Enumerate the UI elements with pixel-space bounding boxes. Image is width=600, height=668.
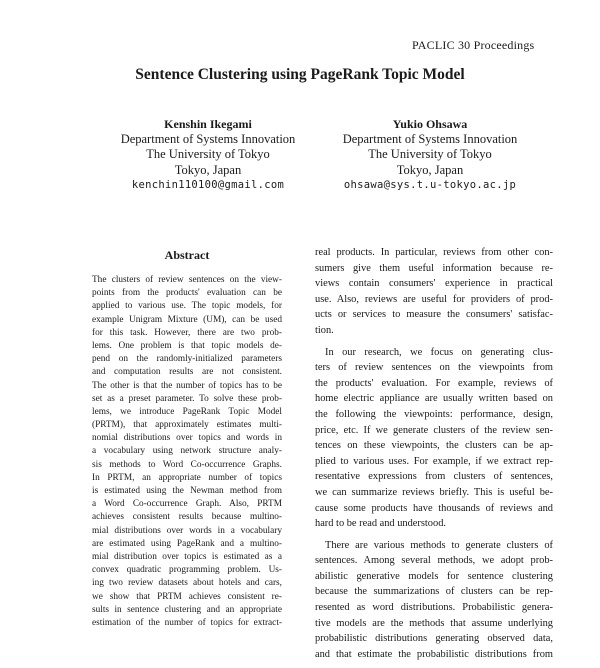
text-line: hard to be read and understood. [315, 518, 446, 530]
author-city: Tokyo, Japan [396, 162, 464, 177]
body-paragraph-2 [315, 345, 553, 532]
text-line: tences on these viewpoints, the clusters can be ap- [315, 440, 553, 452]
text-line: a Word Co-occurrence Graph. Also, PRTM [92, 499, 282, 510]
author-department: Department of Systems Innovation [342, 132, 518, 147]
text-line: we can summarize reviews briefly. This is useful be- [315, 486, 553, 498]
text-line: sults in sentence clustering and an appropriate [92, 604, 282, 615]
text-line: pend on the randomly-initialized parameters [92, 354, 282, 365]
author-block-1 [78, 117, 338, 193]
text-line: sentences. Among several methods, we adopt prob- [315, 555, 553, 567]
text-line: are estimated using PageRank and a multino- [92, 538, 282, 549]
text-line: The other is that the number of topics has to be [92, 380, 282, 391]
text-line: In our research, we focus on generating clus- [325, 346, 553, 358]
body-column [315, 245, 553, 668]
text-line: plied to various uses. For example, if we extract rep- [315, 455, 553, 467]
text-line: lems. One problem is that topic models de- [92, 340, 282, 351]
text-line: home electric appliance are usually written based on [315, 393, 553, 405]
author-name: Yukio Ohsawa [392, 117, 468, 131]
text-line: mial distribution over topics is estimated as a [92, 551, 282, 562]
author-university: The University of Tokyo [368, 147, 492, 162]
abstract-heading: Abstract [164, 248, 210, 262]
text-line: use. Also, reviews are useful for providers of prod- [315, 293, 553, 305]
text-line: abilistic generative models for sentence clustering [315, 570, 553, 582]
proceedings-header: PACLIC 30 Proceedings [412, 38, 535, 52]
author-university: The University of Tokyo [146, 147, 270, 162]
text-line: example Unigram Mixture (UM), can be used [92, 314, 282, 325]
author-city: Tokyo, Japan [174, 162, 242, 177]
text-line: mial distributions over words in a vocabulary [92, 525, 282, 536]
text-line: probabilistic distributions generating observed data, [315, 633, 553, 645]
text-line: lems, we introduce PageRank Topic Model [92, 406, 282, 417]
author-email: kenchin110100@gmail.com [131, 178, 285, 191]
text-line: The clusters of review sentences on the view- [92, 275, 282, 285]
body-paragraph-3 [315, 538, 553, 663]
text-line: ucts or services to measure the consumers' satisfac- [315, 309, 553, 321]
text-line: sis methods to Word Co-occurrence Graphs. [92, 459, 282, 470]
text-line: and computation results are not consistent. [92, 367, 282, 378]
text-line: because the summarizations of clusters can be rep- [315, 586, 553, 598]
text-line: we show that PRTM achieves consistent re- [92, 591, 282, 602]
author-block-2 [300, 117, 560, 193]
text-line: There are various methods to generate clusters of [325, 539, 553, 551]
text-line: real products. In particular, reviews from other con- [315, 247, 553, 258]
text-line: resentative expressions from clusters of sentences, [315, 471, 553, 483]
text-line: a vocabulary using network structure analy- [92, 446, 282, 457]
body-paragraph-1 [315, 245, 553, 339]
text-line: for this task. However, there are two prob- [92, 327, 282, 338]
text-line: cause some products have thousands of reviews and [315, 502, 553, 514]
text-line: tion. [315, 324, 334, 336]
text-line: (PRTM), that approximately estimates multi- [92, 420, 282, 431]
text-line: is estimated using the Newman method from [92, 486, 282, 496]
text-line: In PRTM, an appropriate number of topics [92, 472, 282, 483]
text-line: estimation of the number of topics for extract- [92, 617, 282, 628]
paper-title: Sentence Clustering using PageRank Topic Model [135, 66, 465, 83]
text-line: sumers give them useful information because re- [315, 262, 553, 274]
text-line: and that estimate the probabilistic distributions from [315, 648, 553, 660]
author-department: Department of Systems Innovation [120, 132, 296, 147]
text-line: the products' evaluation. For example, reviews of [315, 377, 553, 389]
text-line: applied to various use. The topic models, for [92, 301, 282, 312]
text-line: convex quadratic programming problem. Us- [92, 565, 282, 576]
text-line: price, etc. If we generate clusters of the review sen- [315, 424, 553, 436]
author-name: Kenshin Ikegami [164, 117, 252, 131]
abstract-text [92, 274, 282, 630]
text-line: ters of review sentences on the viewpoints from [315, 362, 553, 374]
text-line: points from the products' evaluation can be [92, 288, 282, 299]
text-line: resented as word distributions. Probabilistic genera- [315, 602, 553, 614]
text-line: views contain consumers' experience in practical [315, 278, 553, 290]
text-line: the following the viewpoints: performance, design, [315, 408, 553, 420]
text-line: nomial distributions over topics and words in [92, 433, 282, 444]
text-line: ing two review datasets about hotels and cars, [92, 578, 282, 589]
author-email: ohsawa@sys.t.u-tokyo.ac.jp [343, 178, 517, 191]
text-line: tive models are the methods that assume underlying [315, 617, 553, 629]
text-line: set as a preset parameter. To solve these prob- [92, 393, 282, 404]
text-line: achieves consistent results because multino- [92, 512, 282, 523]
